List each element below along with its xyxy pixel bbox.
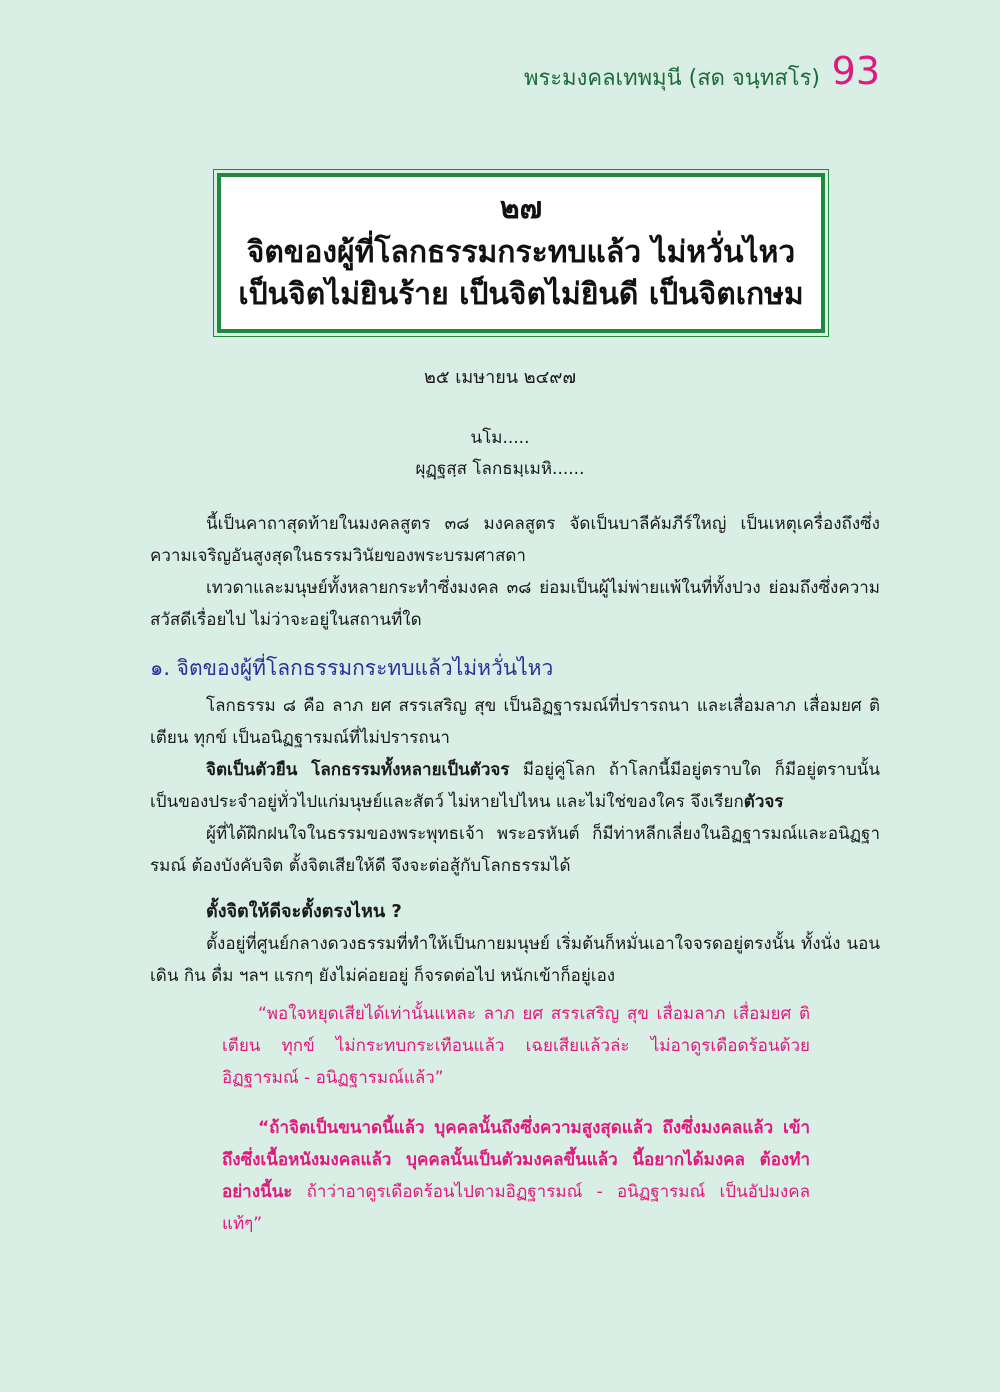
quote-1 <box>222 998 810 1094</box>
section-paragraph-4: ตั้งอยู่ที่ศูนย์กลางดวงธรรมที่ทำให้เป็นกายมนุษย์ เริ่มต้นก็หมั่นเอาใจจรดอยู่ตรงนั้น ทั้งนั่ง นอน เดิน กิน ดื่ม ฯลฯ แรกๆ ยังไม่ค่อยอยู่ ก็จรดต่อไป หนักเข้าก็อยู่เอง <box>150 934 880 986</box>
section-paragraph-1: โลกธรรม ๘ คือ ลาภ ยศ สรรเสริญ สุข เป็นอิฏฐารมณ์ที่ปรารถนา และเสื่อมลาภ เสื่อมยศ ติเตียน ทุกข์ เป็นอนิฏฐารมณ์ที่ไม่ปรารถนา <box>150 696 880 748</box>
chapter-title-line-2: เป็นจิตไม่ยินร้าย เป็นจิตไม่ยินดี เป็นจิตเกษม <box>238 277 804 312</box>
quote-2-bold: “ถ้าจิตเป็นขนาดนี้แล้ว บุคคลนั้นถึงซึ่งความสูงสุดแล้ว ถึงซึ่งมงคลแล้ว เข้าถึงซึ่งเนื้อหนังมงคลแล้ว บุคคลนั้นเป็นตัวมงคลขึ้นแล้ว นี้อยากได้มงคล ต้องทำอย่างนี้นะ <box>222 1118 810 1202</box>
running-head: พระมงคลเทพมุนี (สด จนฺทสโร) <box>523 66 820 91</box>
chapter-number: ๒๗ <box>499 191 543 226</box>
section-paragraph-2 <box>150 754 880 818</box>
section-paragraph-3: ผู้ที่ได้ฝึกฝนใจในธรรมของพระพุทธเจ้า พระอรหันต์ ก็มีท่าหลีกเลี่ยงในอิฏฐารมณ์และอนิฏฐารมณ์ ต้องบังคับจิต ตั้งจิตเสียให้ดี จึงจะต่อสู้กับโลกธรรมได้ <box>150 824 880 876</box>
quote-2-rest: ถ้าว่าอาดูรเดือดร้อนไปตามอิฏฐารมณ์ - อนิฏฐารมณ์ เป็นอัปมงคลแท้ๆ” <box>222 1182 810 1234</box>
page-number: 93 <box>831 49 880 93</box>
paragraph-2-bold-lead: จิตเป็นตัวยืน โลกธรรมทั้งหลายเป็นตัวจร <box>206 760 510 780</box>
paragraph-2-text: มีอยู่คู่โลก ถ้าโลกนี้มีอยู่ตราบใด ก็มีอยู่ตราบนั้น เป็นของประจำอยู่ทั่วไปแก่มนุษย์และสัตว์ ไม่หายไปไหน และไม่ใช่ของใคร จึงเรียก <box>150 760 880 812</box>
quote-1-text: “พอใจหยุดเสียได้เท่านั้นแหละ ลาภ ยศ สรรเสริญ สุข เสื่อมลาภ เสื่อมยศ ติเตียน ทุกข์ ไม่กระทบกระเทือนแล้ว เฉยเสียแล้วล่ะ ไม่อาดูรเดือดร้อนด้วยอิฏฐารมณ์ - อนิฏฐารมณ์แล้ว” <box>222 1004 810 1088</box>
subheading: ตั้งจิตให้ดีจะตั้งตรงไหน ? <box>206 901 402 922</box>
section-heading: ๑. จิตของผู้ที่โลกธรรมกระทบแล้วไม่หวั่นไหว <box>150 656 554 680</box>
intro-paragraph-1: นี้เป็นคาถาสุดท้ายในมงคลสูตร ๓๘ มงคลสูตร จัดเป็นบาลีคัมภีร์ใหญ่ เป็นเหตุเครื่องถึงซึ่งความเจริญอันสูงสุดในธรรมวินัยของพระบรมศาสดา <box>150 514 880 566</box>
chapter-title-line-1: จิตของผู้ที่โลกธรรมกระทบแล้ว ไม่หวั่นไหว <box>246 235 796 270</box>
quote-2 <box>222 1112 810 1240</box>
quote-2-text <box>222 1112 810 1240</box>
invocation-line-2: ผุฏฺฐสฺส โลกธมฺเมหิ...... <box>415 459 585 479</box>
chapter-title-box <box>217 173 825 333</box>
paragraph-2-bold-end: ตัวจร <box>743 792 784 812</box>
intro-paragraph-2: เทวดาและมนุษย์ทั้งหลายกระทำซึ่งมงคล ๓๘ ย่อมเป็นผู้ไม่พ่ายแพ้ในที่ทั้งปวง ย่อมถึงซึ่งความสวัสดีเรื่อยไป ไม่ว่าจะอยู่ในสถานที่ใด <box>150 578 880 630</box>
sermon-date: ๒๕ เมษายน ๒๔๙๗ <box>424 367 576 388</box>
invocation-line-1: นโม..... <box>470 428 530 448</box>
